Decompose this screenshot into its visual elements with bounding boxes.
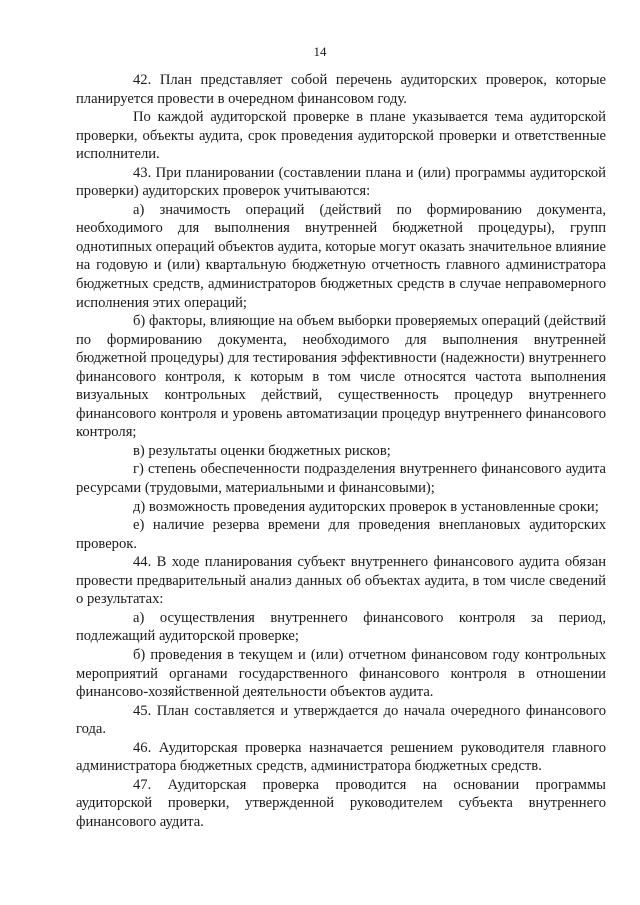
- paragraph-43-item-d: д) возможность проведения аудиторских проверок в установленные сроки;: [133, 498, 599, 515]
- page-number: 14: [313, 44, 327, 59]
- paragraph-44: 44. В ходе планирования субъект внутреннего финансового аудита обязан провести предварительный анализ данных об объектах аудита, в том числе сведений о результатах:: [76, 554, 606, 608]
- paragraph-45: 45. План составляется и утверждается до начала очередного финансового года.: [76, 702, 606, 738]
- paragraph-44-item-a: а) осуществления внутреннего финансового контроля за период, подлежащий аудиторской проверке;: [76, 609, 606, 645]
- paragraph-43: 43. При планировании (составлении плана и (или) программы аудиторской проверки) аудиторских проверок учитываются:: [76, 164, 606, 200]
- paragraph-43-item-v: в) результаты оценки бюджетных рисков;: [133, 442, 391, 459]
- paragraph-47: 47. Аудиторская проверка проводится на основании программы аудиторской проверки, утвержденной руководителем субъекта внутреннего финансового аудита.: [76, 776, 606, 830]
- body-text: [76, 71, 606, 831]
- paragraph-42: 42. План представляет собой перечень аудиторских проверок, которые планируется провести в очередном финансовом году.: [76, 72, 606, 107]
- paragraph-43-item-a: а) значимость операций (действий по формированию документа, необходимого для выполнения внутренней бюджетной процедуры), групп однотипных операций объектов аудита, которые могут оказать значительное влияние на годовую и (или) квартальную бюджетную отчетность главного администратора бюджетных средств, администраторов бюджетных средств в случае неправомерного исполнения этих операций;: [76, 201, 606, 311]
- paragraph-43-item-b: б) факторы, влияющие на объем выборки проверяемых операций (действий по формированию документа, необходимого для выполнения внутренней бюджетной процедуры) для тестирования эффективности (надежности) внутреннего финансового контроля, к которым в том числе относятся частота выполнения визуальных контрольных действий, существенность процедур внутреннего финансового контроля и уровень автоматизации процедур внутреннего финансового контроля;: [76, 313, 606, 441]
- paragraph-46: 46. Аудиторская проверка назначается решением руководителя главного администратора бюджетных средств, администратора бюджетных средств.: [76, 739, 606, 775]
- paragraph-42-details: По каждой аудиторской проверке в плане указывается тема аудиторской проверки, объекты аудита, срок проведения аудиторской проверки и ответственные исполнители.: [76, 109, 606, 163]
- paragraph-43-item-g: г) степень обеспеченности подразделения внутреннего финансового аудита ресурсами (трудовыми, материальными и финансовыми);: [76, 461, 606, 497]
- paragraph-43-item-e: е) наличие резерва времени для проведения внеплановых аудиторских проверок.: [76, 517, 606, 552]
- paragraph-44-item-b: б) проведения в текущем и (или) отчетном финансовом году контрольных мероприятий органами государственного финансового контроля в отношении финансово-хозяйственной деятельности объектов аудита.: [76, 646, 606, 701]
